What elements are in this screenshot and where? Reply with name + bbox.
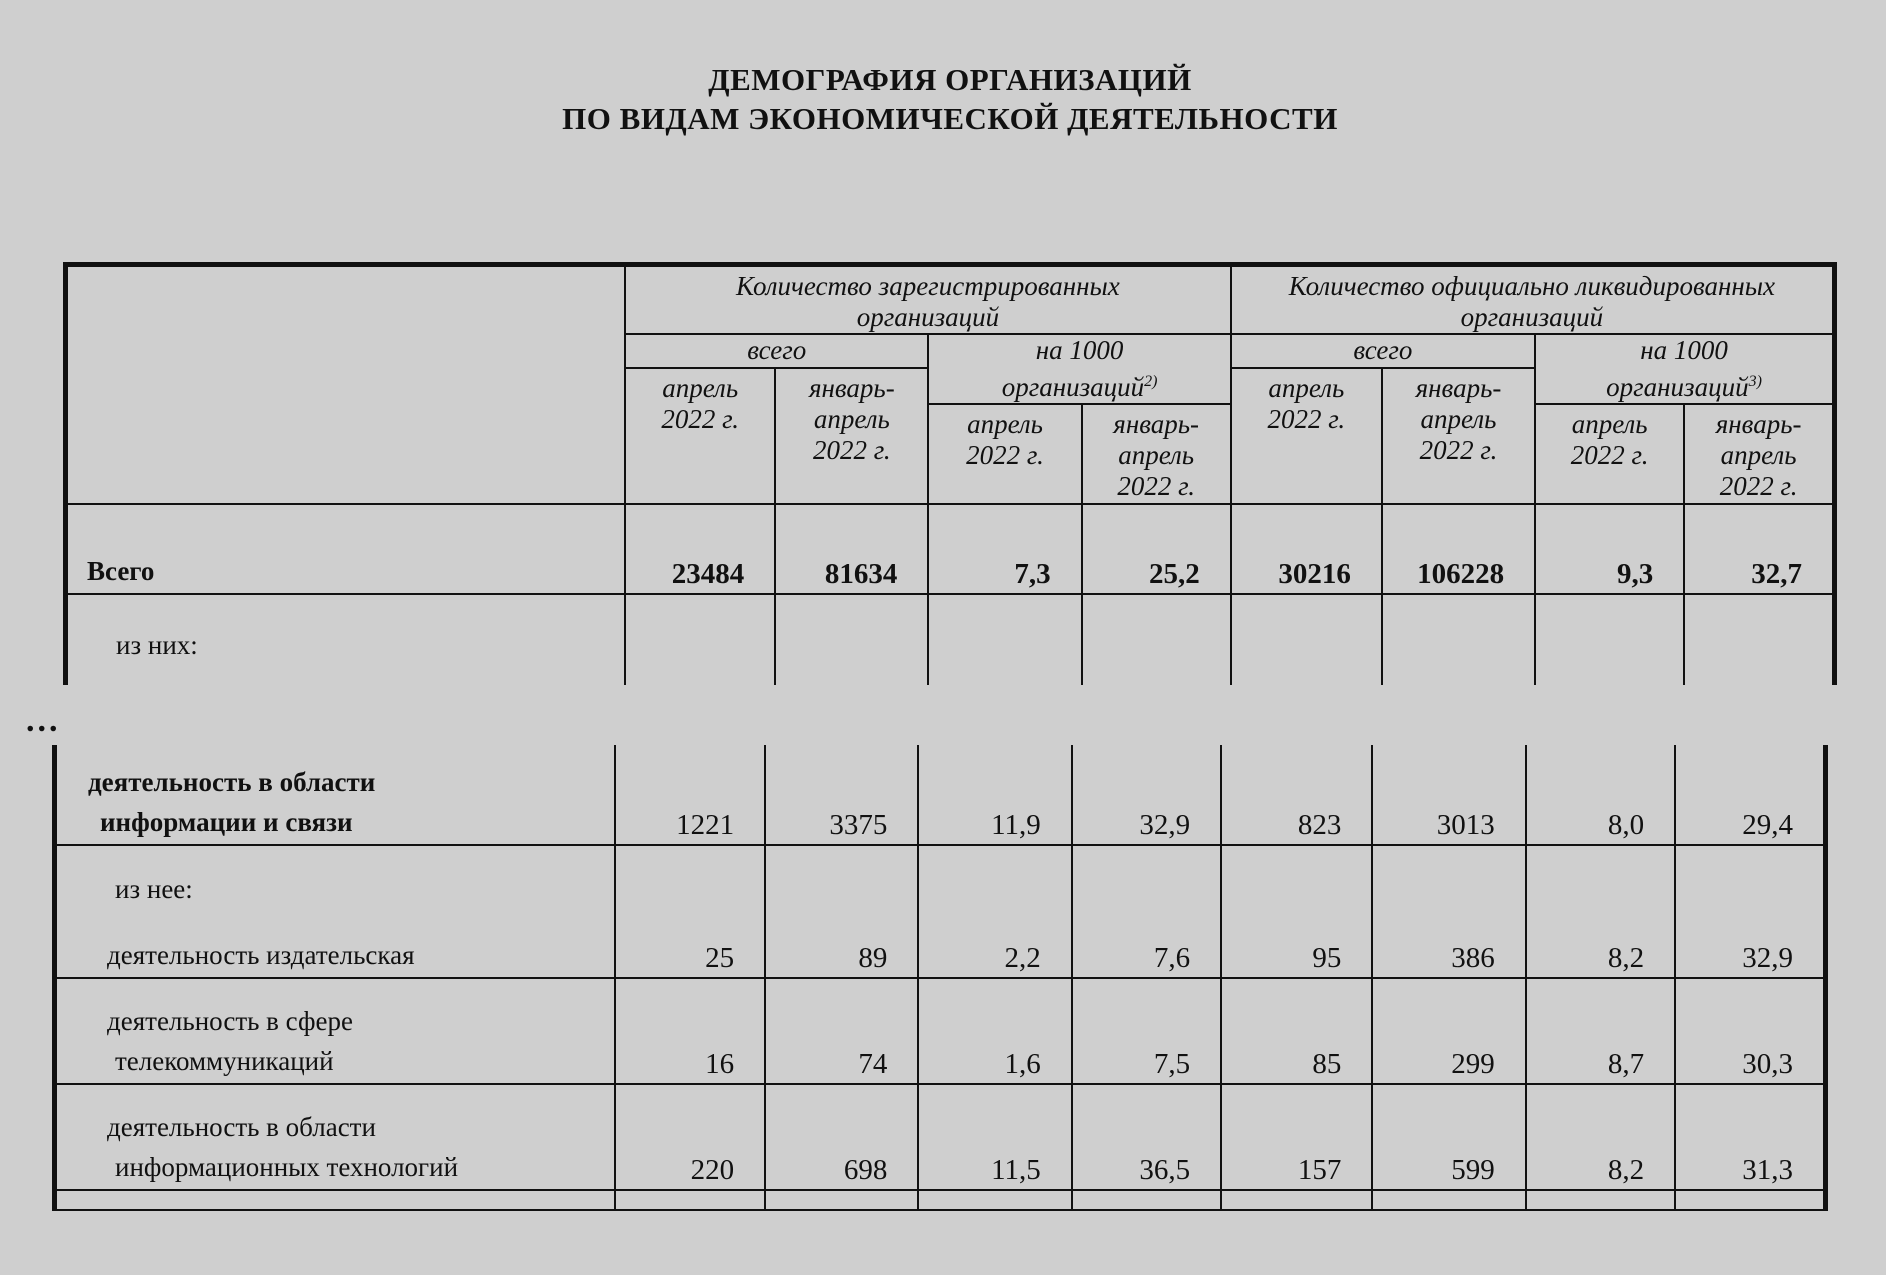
table-row <box>55 978 1826 1084</box>
label-line: деятельность в области <box>107 1112 376 1142</box>
cell-value: 157 <box>1221 1084 1372 1190</box>
table-row <box>55 1084 1826 1190</box>
cell-value: 220 <box>615 1084 765 1190</box>
cell-value: 95 <box>1221 845 1372 978</box>
page-title <box>0 60 1886 138</box>
cell-value: 106228 <box>1382 504 1535 594</box>
statistics-table-bottom <box>52 745 1828 1211</box>
cell-value: 74 <box>765 978 918 1084</box>
title-line-1: ДЕМОГРАФИЯ ОРГАНИЗАЦИЙ <box>708 62 1192 97</box>
cell-value: 30,3 <box>1675 978 1825 1084</box>
label-line: телекоммуникаций <box>115 1046 334 1076</box>
header-registered: Количество зарегистрированных организаций <box>625 265 1231 335</box>
row-label-it <box>55 1084 615 1190</box>
header-apr-liquidated: апрель 2022 г. <box>1231 368 1382 504</box>
header-janapr-liquidated-per1000: январь-апрель 2022 г. <box>1684 404 1834 504</box>
cell-value: 823 <box>1221 745 1372 845</box>
cell-value: 30216 <box>1231 504 1382 594</box>
cell-value: 8,7 <box>1526 978 1675 1084</box>
cell-value: 299 <box>1372 978 1525 1084</box>
cell-value: 386 <box>1372 845 1525 978</box>
cell-value: 32,7 <box>1684 504 1834 594</box>
header-total-registered: всего <box>625 334 928 368</box>
table-row-continuation <box>55 1190 1826 1210</box>
cell-value: 85 <box>1221 978 1372 1084</box>
cell-value: 89 <box>765 845 918 978</box>
cell-value: 36,5 <box>1072 1084 1221 1190</box>
omission-ellipsis: ... <box>26 702 61 739</box>
label-line: информационных технологий <box>115 1152 459 1182</box>
cell-value: 32,9 <box>1072 745 1221 845</box>
cell-value: 9,3 <box>1535 504 1684 594</box>
cell-value: 32,9 <box>1675 845 1825 978</box>
cell-value: 7,3 <box>928 504 1081 594</box>
header-apr-registered: апрель 2022 г. <box>625 368 775 504</box>
statistics-table-top <box>63 262 1837 685</box>
cell-value: 31,3 <box>1675 1084 1825 1190</box>
table-row <box>55 845 1826 978</box>
row-label-info <box>55 745 615 845</box>
cell-value: 16 <box>615 978 765 1084</box>
label-line: деятельность в сфере <box>107 1006 353 1036</box>
header-per1000-registered <box>928 334 1230 404</box>
cell-value: 8,2 <box>1526 845 1675 978</box>
title-line-2: ПО ВИДАМ ЭКОНОМИЧЕСКОЙ ДЕЯТЕЛЬНОСТИ <box>562 101 1338 136</box>
header-blank-cell <box>66 265 626 505</box>
header-apr-registered-per1000: апрель 2022 г. <box>928 404 1081 504</box>
cell-value: 23484 <box>625 504 775 594</box>
label-line: информации и связи <box>100 807 353 837</box>
cell-value: 7,5 <box>1072 978 1221 1084</box>
header-janapr-liquidated: январь-апрель 2022 г. <box>1382 368 1535 504</box>
footnote-2: 2) <box>1144 373 1158 390</box>
cell-value: 11,9 <box>918 745 1071 845</box>
cell-value: 1221 <box>615 745 765 845</box>
row-label-telecom <box>55 978 615 1084</box>
cell-value: 81634 <box>775 504 928 594</box>
header-janapr-registered: январь-апрель 2022 г. <box>775 368 928 504</box>
header-janapr-registered-per1000: январь-апрель 2022 г. <box>1082 404 1231 504</box>
cell-value: 2,2 <box>918 845 1071 978</box>
cell-value: 11,5 <box>918 1084 1071 1190</box>
table-row <box>55 745 1826 845</box>
cell-value: 1,6 <box>918 978 1071 1084</box>
header-total-liquidated: всего <box>1231 334 1535 368</box>
cell-value: 29,4 <box>1675 745 1825 845</box>
header-liquidated: Количество официально ликвидированных организаций <box>1231 265 1835 335</box>
label-line: деятельность в области <box>88 767 376 797</box>
table-row <box>66 504 1835 594</box>
footnote-3: 3) <box>1748 373 1762 390</box>
label-line: деятельность издательская <box>107 940 415 970</box>
cell-value: 599 <box>1372 1084 1525 1190</box>
cell-value: 25 <box>615 845 765 978</box>
cell-value: 3375 <box>765 745 918 845</box>
cell-value: 25,2 <box>1082 504 1231 594</box>
cell-value: 7,6 <box>1072 845 1221 978</box>
per1000-label: на 1000 организаций <box>1001 335 1145 402</box>
cell-value: 698 <box>765 1084 918 1190</box>
cell-value: 8,0 <box>1526 745 1675 845</box>
header-apr-liquidated-per1000: апрель 2022 г. <box>1535 404 1684 504</box>
cell-value: 3013 <box>1372 745 1525 845</box>
table-row <box>66 594 1835 685</box>
row-label-publishing <box>55 845 615 978</box>
per1000-label: на 1000 организаций <box>1606 335 1749 402</box>
header-per1000-liquidated <box>1535 334 1834 404</box>
sublabel-of-it: из нее: <box>115 874 193 904</box>
row-label-total: Всего <box>66 504 626 594</box>
row-label-of-which: из них: <box>66 594 626 685</box>
cell-value: 8,2 <box>1526 1084 1675 1190</box>
